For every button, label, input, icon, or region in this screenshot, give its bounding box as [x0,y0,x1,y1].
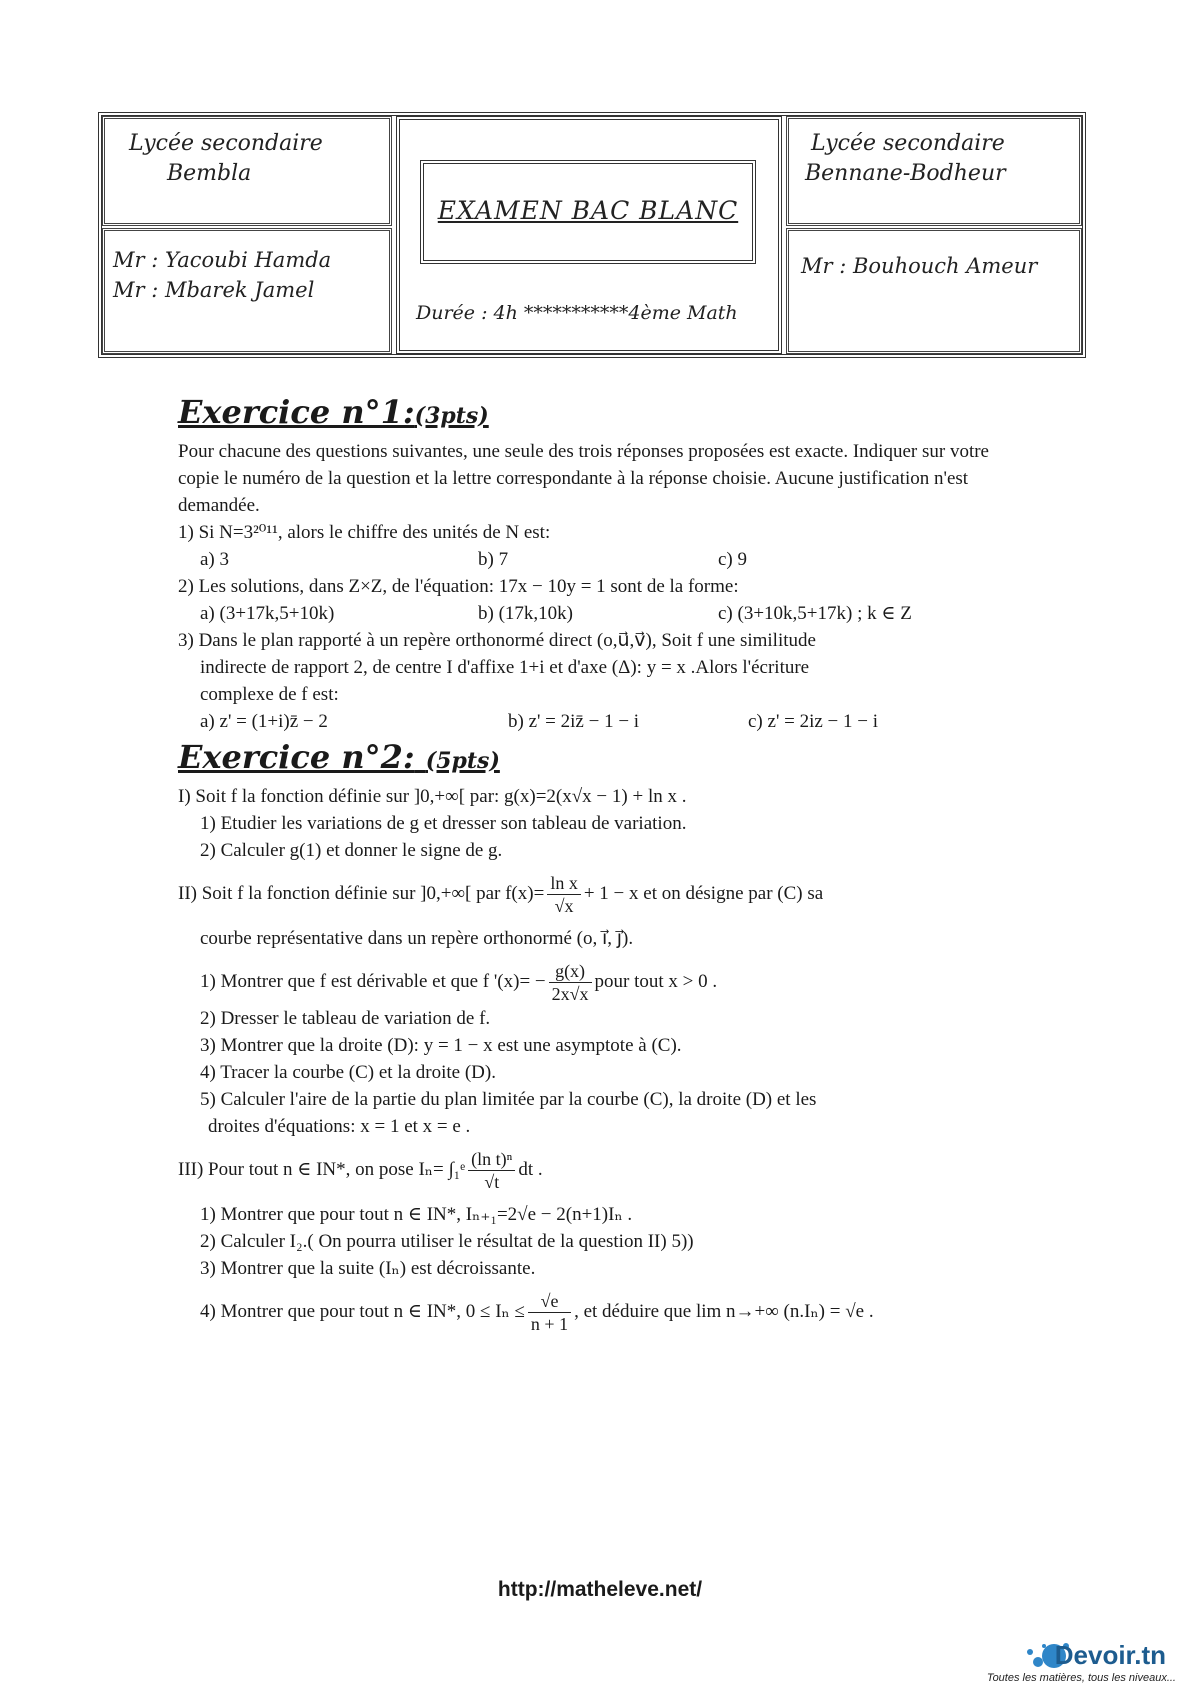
teacher-left-line2: Mr : Mbarek Jamel [113,278,315,302]
school-right-line1: Lycée secondaire [811,131,1005,156]
teacher-right-cell [786,228,1082,354]
teacher-left-cell [102,228,392,354]
ex2-I-q2: 2) Calculer g(1) et donner le signe de g. [200,840,503,861]
ex2-part-II-intro [178,872,1018,917]
ex2-II-q4: 4) Tracer la courbe (C) et la droite (D). [200,1062,496,1083]
ex2-III-num: (ln t)ⁿ [468,1148,515,1171]
logo-slogan: Toutes les matières, tous les niveaux... [986,1672,1176,1684]
ex1-q1-choice-b: b) 7 [478,549,509,570]
ex2-III-intro-start: III) Pour tout n ∈ IN*, on pose Iₙ= ∫₁ᵉ [178,1158,466,1180]
ex2-part-III-intro [178,1148,1018,1193]
exercise-1-title: Exercice n°1: [178,393,415,431]
footer-url-link[interactable]: http://matheleve.net/ [497,1578,703,1601]
ex1-question-1: 1) Si N=3²⁰¹¹, alors le chiffre des unités de N est: [178,522,551,543]
ex2-III-q4-den: n + 1 [530,1314,569,1334]
exercise-2-title: Exercice n°2: [178,738,415,776]
ex1-q3-choice-c: c) z' = 2iz − 1 − i [748,711,879,732]
ex1-question-3-line3: complexe de f est: [200,684,339,705]
school-left-cell [102,116,392,226]
exercise-1-points: (3pts) [414,403,489,429]
ex2-III-q3: 3) Montrer que la suite (Iₙ) est décroissante. [200,1258,536,1279]
ex1-q3-choice-b: b) z' = 2iz̄ − 1 − i [508,711,640,732]
duration-line: Durée : 4h ***********4ème Math [416,302,738,324]
ex2-I-q1: 1) Etudier les variations de g et dresser son tableau de variation. [200,813,687,834]
exam-title: EXAMEN BAC BLANC [437,196,739,225]
ex2-III-q1: 1) Montrer que pour tout n ∈ IN*, Iₙ₊₁=2√e − 2(n+1)Iₙ . [200,1204,633,1225]
ex1-question-2: 2) Les solutions, dans Z×Z, de l'équation: 17x − 10y = 1 sont de la forme: [178,576,739,597]
ex1-q2-choice-b: b) (17k,10k) [478,603,573,624]
ex2-II-q1-end: pour tout x > 0 . [594,970,718,992]
school-right-line2: Bennane-Bodheur [805,161,1006,186]
ex2-II-q5: 5) Calculer l'aire de la partie du plan limitée par la courbe (C), la droite (D) et les [200,1089,817,1110]
ex2-II-q1-fraction [549,960,592,1005]
ex2-II-intro-end: + 1 − x et on désigne par (C) sa [583,882,824,904]
teacher-left-line1: Mr : Yacoubi Hamda [113,248,332,272]
ex2-III-q4-start: 4) Montrer que pour tout n ∈ IN*, 0 ≤ Iₙ ≤ [200,1300,525,1322]
school-right-cell [786,116,1082,226]
exam-content [178,390,1018,1335]
ex2-II-q3: 3) Montrer que la droite (D): y = 1 − x est une asymptote à (C). [200,1035,682,1056]
ex2-II-q1-start: 1) Montrer que f est dérivable et que f '(x)= − [200,970,546,992]
ex2-II-q5-line2: droites d'équations: x = 1 et x = e . [208,1116,471,1137]
devoir-logo [986,1640,1180,1690]
ex2-II-fraction [547,872,581,917]
ex2-III-q4-num: √e [528,1290,571,1313]
ex2-III-q2: 2) Calculer I₂.( On pourra utiliser le résultat de la question II) 5)) [200,1231,694,1252]
exercise-1-intro: Pour chacune des questions suivantes, une seule des trois réponses proposées est exacte. Indiquer sur votre copie le numéro de la question et la lettre correspondante à la réponse choisie. Aucune justification n'est demandée. [178,441,989,516]
ex1-q2-choice-a: a) (3+17k,5+10k) [200,603,335,624]
school-left-line1: Lycée secondaire [129,131,323,156]
ex1-q1-choice-c: c) 9 [718,549,748,570]
ex1-q1-choice-a: a) 3 [200,549,230,570]
ex1-question-3-line2: indirecte de rapport 2, de centre I d'affixe 1+i et d'axe (Δ): y = x .Alors l'écriture [200,657,810,678]
ex2-II-q2: 2) Dresser le tableau de variation de f. [200,1008,491,1029]
exam-title-box [420,160,756,264]
ex2-III-intro-end: dt . [518,1158,543,1180]
ex1-q2-choice-c: c) (3+10k,5+17k) ; k ∈ Z [718,603,912,624]
exam-title-cell [396,116,782,354]
ex2-II-frac-num: ln x [547,872,581,895]
ex2-III-den: √t [484,1172,500,1192]
ex2-II-q1 [178,960,1018,1005]
ex1-q2-choices [178,600,1018,627]
ex2-III-fraction [468,1148,515,1193]
ex1-question-3-line1: 3) Dans le plan rapporté à un repère orthonormé direct (o,u⃗,v⃗), Soit f une similitude [178,630,816,651]
ex1-q3-choice-a: a) z' = (1+i)z̄ − 2 [200,711,328,732]
exercise-2-heading [178,735,1018,783]
ex2-part-I-intro: I) Soit f la fonction définie sur ]0,+∞[ par: g(x)=2(x√x − 1) + ln x . [178,786,687,807]
ex2-III-q4-end: , et déduire que lim n→+∞ (n.Iₙ) = √e . [574,1300,874,1322]
ex2-II-intro-start: II) Soit f la fonction définie sur ]0,+∞[ par f(x)= [178,882,545,904]
logo-text: Devoir.tn [1054,1640,1166,1670]
ex2-II-intro-line2: courbe représentative dans un repère orthonormé (o, i⃗, j⃗). [200,928,634,949]
ex2-II-q1-den: 2x√x [551,984,589,1004]
ex2-II-frac-den: √x [554,896,574,916]
header-table [98,112,1086,358]
exercise-1-heading [178,390,1018,438]
teacher-right-line: Mr : Bouhouch Ameur [801,254,1038,278]
ex2-III-q4-fraction [528,1290,571,1335]
ex1-q3-choices [178,708,1018,735]
ex2-II-q1-num: g(x) [549,960,592,983]
school-left-line2: Bembla [167,161,252,186]
ex2-III-q4 [178,1290,1018,1335]
exercise-2-points: (5pts) [425,748,500,774]
ex1-q1-choices [178,546,1018,573]
